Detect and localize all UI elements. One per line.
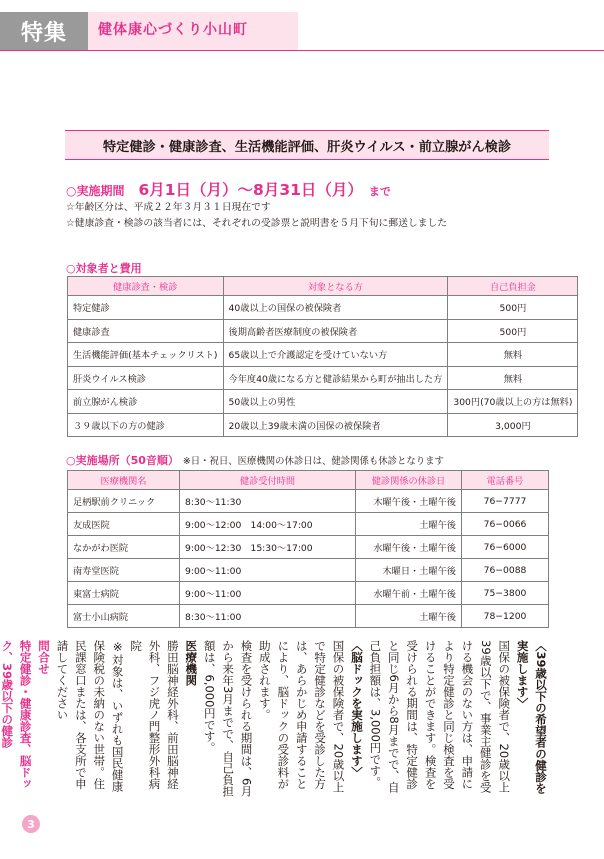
cost-row [68,319,578,343]
cost-fee-cell: 300円(70歳以上の方は無料) [448,390,578,414]
clinic-name-cell: 足柄駅前クリニック [68,490,180,513]
page-number: 3 [22,815,40,833]
place-row [68,559,549,582]
phone-cell: 76−7777 [462,490,549,513]
cost-fee-cell: 無料 [448,366,578,390]
cost-target-cell: 20歳以上39歳未満の国保の被保険者 [223,413,448,437]
eligibility-note: ※対象は、いずれも国民健康保険税の未納のない世帯。住民課窓口または、各支所で申請してください [55,640,125,792]
place-row [68,490,549,513]
cost-row [68,343,578,367]
closed-days-cell: 水曜午後・土曜午後 [356,536,462,559]
place-section-heading [66,452,444,468]
cost-fee-cell: 3,000円 [448,413,578,437]
cost-target-cell: 50歳以上の男性 [223,390,448,414]
cost-row [68,413,578,437]
reception-hours-cell: 8:30〜11:00 [180,605,356,628]
cost-section-heading: ○対象者と費用 [66,262,142,275]
period-line [66,178,391,200]
period-note-mail: ☆健康診査・検診の該当者には、それぞれの受診票と説明書を５月下旬に郵送しました [66,218,448,229]
cost-fee-cell: 500円 [448,319,578,343]
phone-cell: 76−0088 [462,559,549,582]
cost-target-cell: 65歳以上で介護認定を受けていない方 [223,343,448,367]
place-subnote: ※日・祝日、医療機関の休診日は、健診関係も休診となります [182,456,444,467]
phone-cell: 75−3800 [462,582,549,605]
vertical-text-block [0,640,550,800]
paragraph-period: 検査を受けられる期間は、6月から来年3月までで、自己負担額は、6,000円です。 [202,640,254,797]
phone-cell: 76−0066 [462,513,549,536]
place-row [68,536,549,559]
cost-item-cell: 前立腺がん検診 [68,390,224,414]
clinic-name-cell: 富士小山病院 [68,605,180,628]
clinic-name-cell: 東富士病院 [68,582,180,605]
cost-row [68,366,578,390]
header-tab: 特集 [0,12,88,50]
place-row [68,513,549,536]
closed-days-cell: 木曜日・土曜午後 [356,559,462,582]
cost-item-cell: ３９歳以下の方の健診 [68,413,224,437]
cost-item-cell: 特定健診 [68,296,224,320]
period-dates: 6月1日（月）〜8月31日（月） [138,181,363,199]
brain-heading-39: 〈39歳以下の希望者の健診を実施します〉 [515,640,548,795]
cost-header: 健康診査・検診 [68,277,224,296]
header-divider [0,50,604,51]
phone-cell: 76−6000 [462,536,549,559]
clinic-name-cell: 友成医院 [68,513,180,536]
closed-days-cell: 土曜午後 [356,605,462,628]
place-header: 電話番号 [462,471,549,490]
cost-target-cell: 後期高齢者医療制度の被保険者 [223,319,448,343]
cost-fee-cell: 500円 [448,296,578,320]
place-table [67,470,549,628]
closed-days-cell: 水曜午前・土曜午後 [356,582,462,605]
phone-cell: 78−1200 [462,605,549,628]
paragraph-39: 国保の被保険者で、20歳以上39歳以下で、事業主健診を受ける機会のない方は、申請により特定健診と同じ検査を受けることができます。検査を受けられる期間は、特定健診と同じ6月から8月までで、自己負担額は、3,000円です。 [368,640,512,793]
cost-target-cell: 40歳以上の国保の被保険者 [223,296,448,320]
contact-topic-1: 特定健診・健康診査、脳ドック、39歳以下の健診 [0,640,33,790]
place-header: 医療機関名 [68,471,180,490]
place-row [68,582,549,605]
medical-institution-list: 勝田脳神経外科、前田脳神経外科、フジ虎ノ門整形外科病院 [129,640,180,790]
cost-fee-cell: 無料 [448,343,578,367]
page-title: 特定健診・健康診査、生活機能評価、肝炎ウイルス・前立腺がん検診 [65,130,549,160]
brain-dock-heading: 〈脳ドックを実施します〉 [349,640,364,778]
paragraph-brain-dock: 国保の被保険者で、20歳以上で特定健診などを受診した方は、あらかじめ申請することにより、脳ドックの受診料が助成されます。 [257,640,346,793]
reception-hours-cell: 9:00〜11:00 [180,559,356,582]
closed-days-cell: 木曜午後・土曜午後 [356,490,462,513]
place-row [68,605,549,628]
reception-hours-cell: 9:00〜12:30 15:30〜17:00 [180,536,356,559]
medical-institution-heading: 医療機関 [184,640,199,686]
place-header: 健診関係の休診日 [356,471,462,490]
closed-days-cell: 土曜午後 [356,513,462,536]
cost-table [67,276,578,437]
cost-item-cell: 肝炎ウイルス検診 [68,366,224,390]
clinic-name-cell: 南寿堂医院 [68,559,180,582]
contact-heading: 問合せ [37,640,52,675]
cost-header: 対象となる方 [223,277,448,296]
cost-item-cell: 健康診査 [68,319,224,343]
cost-row [68,296,578,320]
place-heading-text: ○実施場所（50音順） [66,454,179,467]
cost-target-cell: 今年度40歳になる方と健診結果から町が抽出した方 [223,366,448,390]
period-label: ○実施期間 [66,184,125,198]
clinic-name-cell: なかがわ医院 [68,536,180,559]
header-title: 健体康心づくり小山町 [98,22,248,38]
place-header: 健診受付時間 [180,471,356,490]
cost-item-cell: 生活機能評価(基本チェックリスト) [68,343,224,367]
reception-hours-cell: 8:30〜11:30 [180,490,356,513]
reception-hours-cell: 9:00〜11:00 [180,582,356,605]
cost-row [68,390,578,414]
cost-header: 自己負担金 [448,277,578,296]
period-note-age: ☆年齢区分は、平成２２年３月３１日現在です [66,202,271,213]
reception-hours-cell: 9:00〜12:00 14:00〜17:00 [180,513,356,536]
period-suffix: まで [368,185,391,198]
